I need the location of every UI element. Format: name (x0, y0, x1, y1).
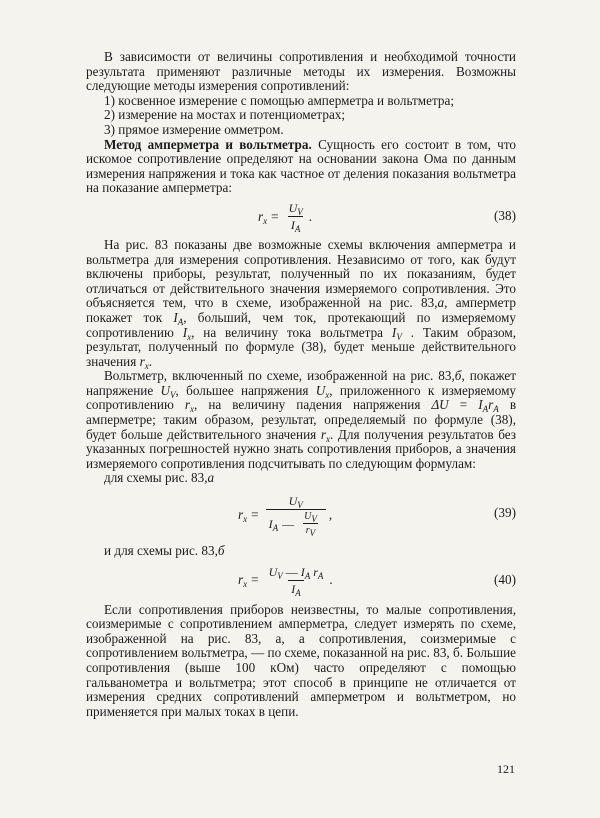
method-title: Метод амперметра и вольтметра. (104, 136, 312, 152)
list-item: 2) измерение на мостах и потенциометрах; (104, 107, 346, 123)
label-40: и для схемы рис. 83,б (104, 543, 225, 559)
label-39: для схемы рис. 83,а (104, 470, 215, 486)
list-item: 3) прямое измерение омметром. (104, 121, 284, 137)
page-body (86, 50, 516, 719)
formula-39: $r_x$ = $U_V$ $I_A$ — $\frac{U_V}{r_V}$ , (39) (238, 494, 516, 539)
paragraph-3: Вольтметр, включенный по схеме, изображенной на рис. 83,б, покажет напряжение $U_V$, большее напряжения $U_x$, приложенного к измеряемому сопротивлению $r_x$, на величину падения напряжения $\Delta U = I_Ar_A$ в амперметре; таким образом, результат, определяемый по формуле (38), будет больше действительного значения $r_x$. Для получения результатов без указанных погрешностей нужно знать сопротивления приборов, а значения измеряемого сопротивления подсчитывать по следующим формулам: (86, 368, 517, 471)
method-text: Сущность его состоит в том, что искомое сопротивление определяют на основании закона Ома по данным измерения напряжения и тока как частное от деления показания вольтметра на показание амперметра: (86, 136, 517, 196)
paragraph-2: На рис. 83 показаны две возможные схемы включения амперметра и вольтметра для измерения сопротивления. Независимо от того, как будут включены приборы, результат, полученный по их показаниям, будет отличаться от действительного значения измеряемого сопротивления. Это объясняется тем, что в схеме, изображенной на рис. 83,а, амперметр покажет ток $I_A$, больший, чем ток, протекающий по измеряемому сопротивлению $I_x$, на величину тока вольтметра $I_V$ . Таким образом, результат, полученный по формуле (38), будет меньше действительного значения $r_x$. (86, 236, 517, 371)
formula-38: $r_x$ = $\frac{U_V}{I_A}$ . (38) (258, 201, 516, 235)
intro-text: В зависимости от величины сопротивления и необходимой точности результата применяют различные методы их измерения. Возможны следующие методы измерения сопротивлений: (86, 49, 516, 94)
formula-40: $r_x$ = $\frac{U_V — I_A r_A}{I_A}$ . (40) (238, 565, 516, 599)
formula-number: (39) (494, 505, 516, 521)
list-item: 1) косвенное измерение с помощью амперметра и вольтметра; (104, 92, 454, 108)
page-number: 121 (497, 762, 515, 776)
formula-number: (38) (494, 207, 516, 223)
paragraph-final: Если сопротивления приборов неизвестны, то малые сопротивления, соизмеримые с сопротивлением амперметра, следует измерять по схеме, изображенной на рис. 83, а, а сопротивления, соизмеримые с сопротивлением вольтметра, — по схеме, показанной на рис. 83, б. Большие сопротивления (выше 100 кОм) часто определяют с помощью гальванометра и вольтметра; этот способ в принципе не отличается от измерения средних сопротивлений амперметром и вольтметром, но применяется при малых токах в цепи. (86, 601, 516, 719)
paragraph-method (86, 138, 516, 196)
paragraph-intro (86, 50, 516, 94)
formula-number: (40) (494, 571, 516, 587)
